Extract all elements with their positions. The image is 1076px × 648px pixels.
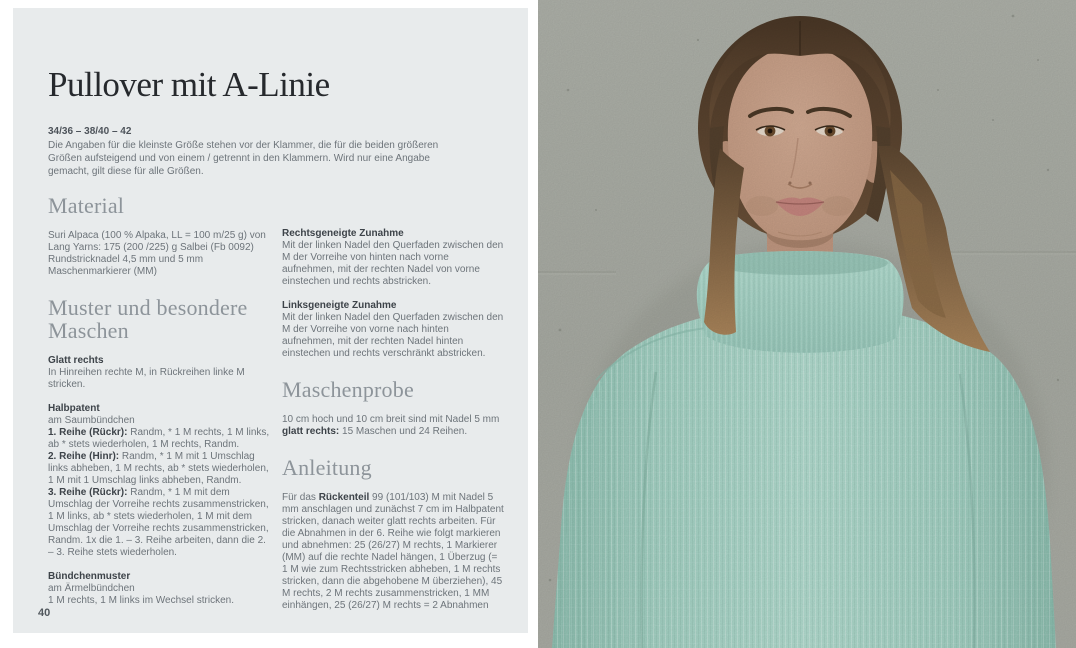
- anleitung-heading: Anleitung: [282, 455, 372, 480]
- zunahme-links-label: Linksgeneigte Zunahme: [282, 300, 397, 311]
- buendchenmuster-label: Bündchenmuster: [48, 571, 131, 582]
- buendchenmuster-text: 1 M rechts, 1 M links im Wechsel stricken.: [48, 595, 234, 606]
- pattern-page: [13, 8, 528, 633]
- intro-paragraph: Die Angaben für die kleinste Größe stehen vor der Klammer, die für die beiden größeren Größen aufsteigend und von einem / getrennt in den Klammern. Wird nur eine Angabe gemacht, gilt diese für alle Größen.: [48, 140, 439, 177]
- buendchenmuster-sublabel: am Ärmelbündchen: [48, 583, 135, 594]
- zunahme-rechts-label: Rechtsgeneigte Zunahme: [282, 228, 404, 239]
- material-text: [48, 230, 270, 278]
- anleitung-text: Für das Rückenteil 99 (101/103) M mit Nadel 5 mm anschlagen und zunächst 7 cm im Halbpatent stricken, danach weiter glatt rechts arbeiten. Für die Abnahmen in der 6. Reihe wie folgt markieren und abnehmen: 25 (26/27) M rechts, 1 Markierer (MM) auf die rechte Nadel hängen, 1 Überzug (= 1 M wie zum Rechtsstricken abheben, 1 M rechts stricken, dann die abgehobene M überziehen), 45 M rechts, 2 M rechts zusammenstricken, 1 MM einhängen, 25 (26/27) M rechts = 2 Abnahmen: [282, 492, 504, 611]
- halbpatent-block: [48, 403, 270, 559]
- halbpatent-label: Halbpatent: [48, 403, 100, 414]
- zunahme-links-text: Mit der linken Nadel den Querfaden zwischen den M der Vorreihe von vorne nach hinten aufnehmen, mit der rechten Nadel hinten einstechen und rechts verschränkt abstricken.: [282, 312, 504, 359]
- page-number: 40: [38, 607, 51, 619]
- column-right: [282, 194, 504, 619]
- material-line: Rundstricknadel 4,5 mm und 5 mm: [48, 254, 204, 265]
- zunahme-rechts-text: Mit der linken Nadel den Querfaden zwischen den M der Vorreihe von hinten nach vorne aufnehmen, mit der rechten Nadel von vorne einstechen und rechts abstricken.: [282, 240, 504, 287]
- model-photo: [538, 0, 1076, 648]
- maschenprobe-heading: Maschenprobe: [282, 377, 414, 402]
- halbpatent-row: 1. Reihe (Rückr): Randm, * 1 M rechts, 1 M links, ab * stets wiederholen, 1 M rechts, Randm.: [48, 427, 270, 450]
- maschenprobe-text: 10 cm hoch und 10 cm breit sind mit Nadel 5 mm glatt rechts: 15 Maschen und 24 Reihen.: [282, 414, 500, 437]
- column-left: [48, 194, 270, 619]
- material-line: Maschenmarkierer (MM): [48, 266, 157, 277]
- zunahme-links-block: [282, 300, 504, 360]
- two-column-layout: [48, 194, 510, 619]
- glatt-rechts-label: Glatt rechts: [48, 355, 104, 366]
- sizes-line: 34/36 – 38/40 – 42: [48, 126, 132, 137]
- glatt-rechts-text: In Hinreihen rechte M, in Rückreihen linke M stricken.: [48, 367, 245, 390]
- page-title: Pullover mit A-Linie: [48, 65, 330, 104]
- material-line: Suri Alpaca (100 % Alpaka, LL = 100 m/25 g) von: [48, 230, 266, 241]
- muster-heading: Muster und besondere Maschen: [48, 295, 248, 343]
- buendchenmuster-block: [48, 571, 270, 607]
- material-heading: Material: [48, 193, 125, 218]
- photo-grain: [538, 0, 1076, 648]
- zunahme-rechts-block: [282, 228, 504, 288]
- page-content: [48, 66, 510, 619]
- halbpatent-sublabel: am Saumbündchen: [48, 415, 135, 426]
- material-line: Lang Yarns: 175 (200 /225) g Salbei (Fb 0092): [48, 242, 254, 253]
- halbpatent-row: 3. Reihe (Rückr): Randm, * 1 M mit dem Umschlag der Vorreihe rechts zusammenstricken, 1 M links, ab * stets wiederholen, 1 M mit dem Umschlag der Vorreihe rechts zusammenstricken, Randm. 1x die 1. – 3. Reihe arbeiten, dann die 2. – 3. Reihe stets wiederholen.: [48, 487, 269, 558]
- glatt-rechts-block: [48, 355, 270, 391]
- halbpatent-row: 2. Reihe (Hinr): Randm, * 1 M mit 1 Umschlag links abheben, 1 M rechts, ab * stets wiederholen, 1 M mit 1 Umschlag links abheben, Randm.: [48, 451, 269, 486]
